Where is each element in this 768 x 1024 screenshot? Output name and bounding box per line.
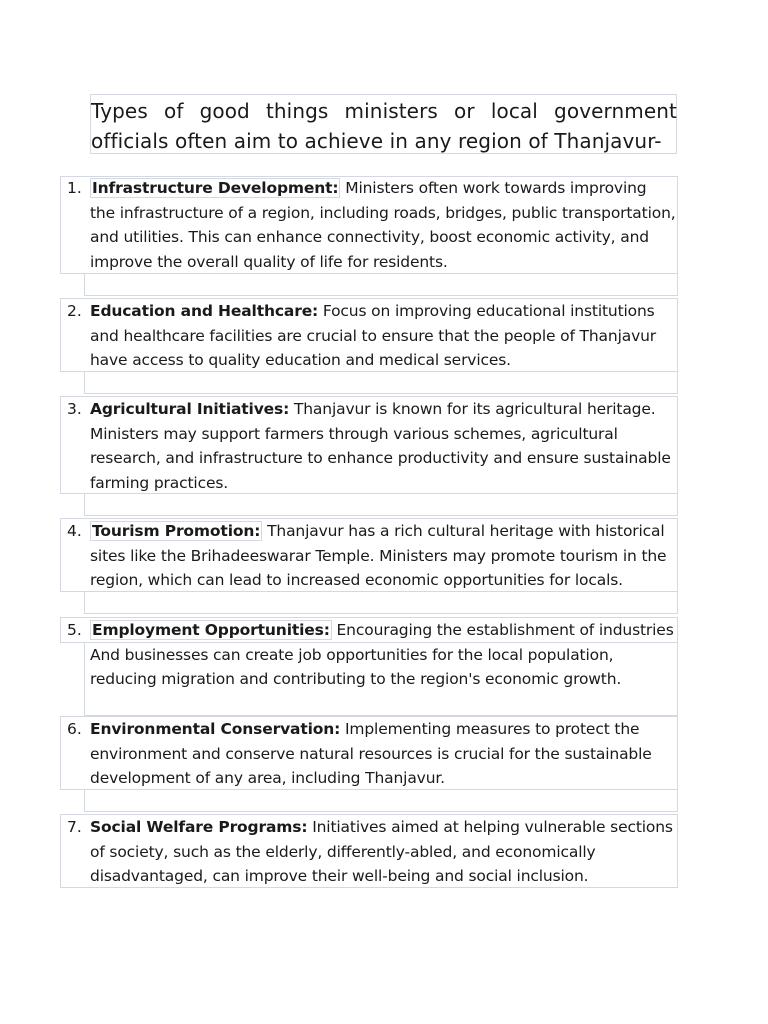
document-heading: Types of good things ministers or local government officials often aim to achieve in any region of Thanjavur- — [91, 99, 677, 153]
item-number: 4. — [67, 522, 82, 540]
item-spacer — [84, 790, 678, 812]
item-spacer — [84, 274, 678, 296]
item-title: Employment Opportunities: — [92, 621, 330, 639]
item-spacer — [84, 372, 678, 394]
list-item — [90, 397, 676, 495]
list-item — [90, 717, 676, 791]
item-spacer — [84, 494, 678, 516]
item-text: Thanjavur is known for its agricultural heritage. Ministers may support farmers through various schemes, agricultural research, and infrastructure to enhance productivity and ensure sustainable farming practices. — [90, 400, 671, 492]
list-item — [90, 815, 676, 889]
item-number: 1. — [67, 179, 82, 197]
list-item — [90, 299, 676, 373]
item-spacer — [84, 592, 678, 614]
item-title: Education and Healthcare: — [90, 302, 319, 320]
item-text: Implementing measures to protect the environment and conserve natural resources is crucial for the sustainable development of any area, including Thanjavur. — [90, 720, 652, 787]
item-text: Ministers often work towards improving the infrastructure of a region, including roads, bridges, public transportation, and utilities. This can enhance connectivity, boost economic activity, and improve the overall quality of life for residents. — [90, 179, 676, 271]
item-number: 2. — [67, 302, 82, 320]
list-item — [90, 519, 676, 593]
item-title: Infrastructure Development: — [92, 179, 339, 197]
item-number: 5. — [67, 621, 82, 639]
list-item — [90, 176, 676, 274]
item-text: Initiatives aimed at helping vulnerable sections of society, such as the elderly, differently-abled, and economically disadvantaged, can improve their well-being and social inclusion. — [90, 818, 673, 885]
item-number: 7. — [67, 818, 82, 836]
list-item — [90, 618, 676, 692]
item-number: 6. — [67, 720, 82, 738]
item-title: Tourism Promotion: — [92, 522, 261, 540]
item-text: Focus on improving educational institutions and healthcare facilities are crucial to ensure that the people of Thanjavur have access to quality education and medical services. — [90, 302, 656, 369]
item-number: 3. — [67, 400, 82, 418]
item-title: Social Welfare Programs: — [90, 818, 308, 836]
item-title: Agricultural Initiatives: — [90, 400, 290, 418]
item-text: Thanjavur has a rich cultural heritage with historical sites like the Brihadeeswarar Temple. Ministers may promote tourism in the region, which can lead to increased economic opportunities for locals. — [90, 522, 667, 589]
item-title: Environmental Conservation: — [90, 720, 341, 738]
item-text: Encouraging the establishment of industries And businesses can create job opportunities for the local population, reducing migration and contributing to the region's economic growth. — [90, 621, 674, 688]
